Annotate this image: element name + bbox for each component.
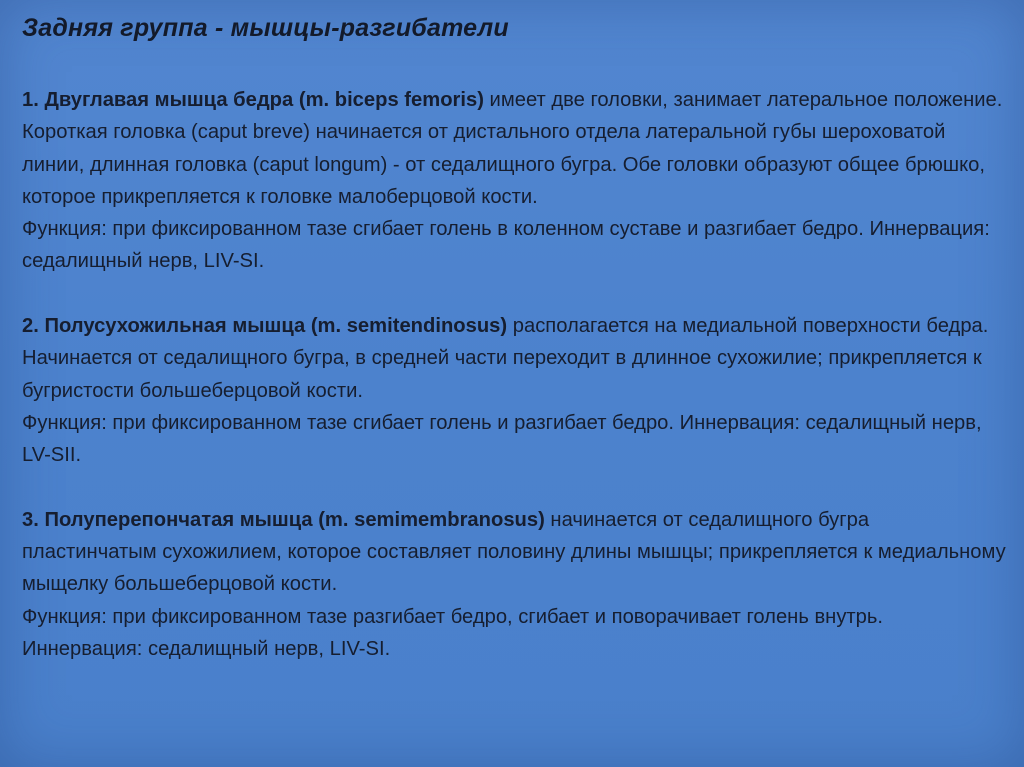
slide-content xyxy=(22,84,1007,698)
muscle-heading: 1. Двуглавая мышца бедра (m. biceps femoris) xyxy=(22,89,484,111)
muscle-heading: 2. Полусухожильная мышца (m. semitendinosus) xyxy=(22,315,508,338)
muscle-paragraph xyxy=(22,310,1007,407)
slide-title: Задняя группа - мышцы-разгибатели xyxy=(22,14,509,42)
muscle-paragraph xyxy=(22,84,1007,213)
muscle-heading: 3. Полуперепончатая мышца (m. semimembranosus) xyxy=(22,508,545,531)
muscle-section-biceps-femoris xyxy=(22,84,1007,278)
muscle-section-semimembranosus xyxy=(22,504,1007,665)
muscle-function: Функция: при фиксированном тазе сгибает голень и разгибает бедро. Иннервация: седалищный нерв, LV-SII. xyxy=(22,411,982,467)
muscle-paragraph xyxy=(22,504,1007,601)
muscle-description: располагается на медиальной поверхности бедра. Начинается от седалищного бугра, в средней части переходит в длинное сухожилие; прикрепляется к бугристости большеберцовой кости. xyxy=(22,315,989,402)
muscle-description: начинается от седалищного бугра пластинчатым сухожилием, которое составляет половину длины мышцы; прикрепляется к медиальному мыщелку большеберцовой кости. xyxy=(22,508,1006,596)
muscle-section-semitendinosus xyxy=(22,310,1007,471)
muscle-function: Функция: при фиксированном тазе сгибает голень в коленном суставе и разгибает бедро. Иннервация: седалищный нерв, LIV-SI. xyxy=(22,218,990,273)
muscle-description: имеет две головки, занимает латеральное положение. Короткая головка (caput breve) начинается от дистального отдела латеральной губы шероховатой линии, длинная головка (caput longum) - от седалищного бугра. Обе головки образуют общее брюшко, которое прикрепляется к головке малоберцовой кости. xyxy=(22,89,1003,208)
muscle-function: Функция: при фиксированном тазе разгибает бедро, сгибает и поворачивает голень внутрь. Иннервация: седалищный нерв, LIV-SI. xyxy=(22,605,884,661)
